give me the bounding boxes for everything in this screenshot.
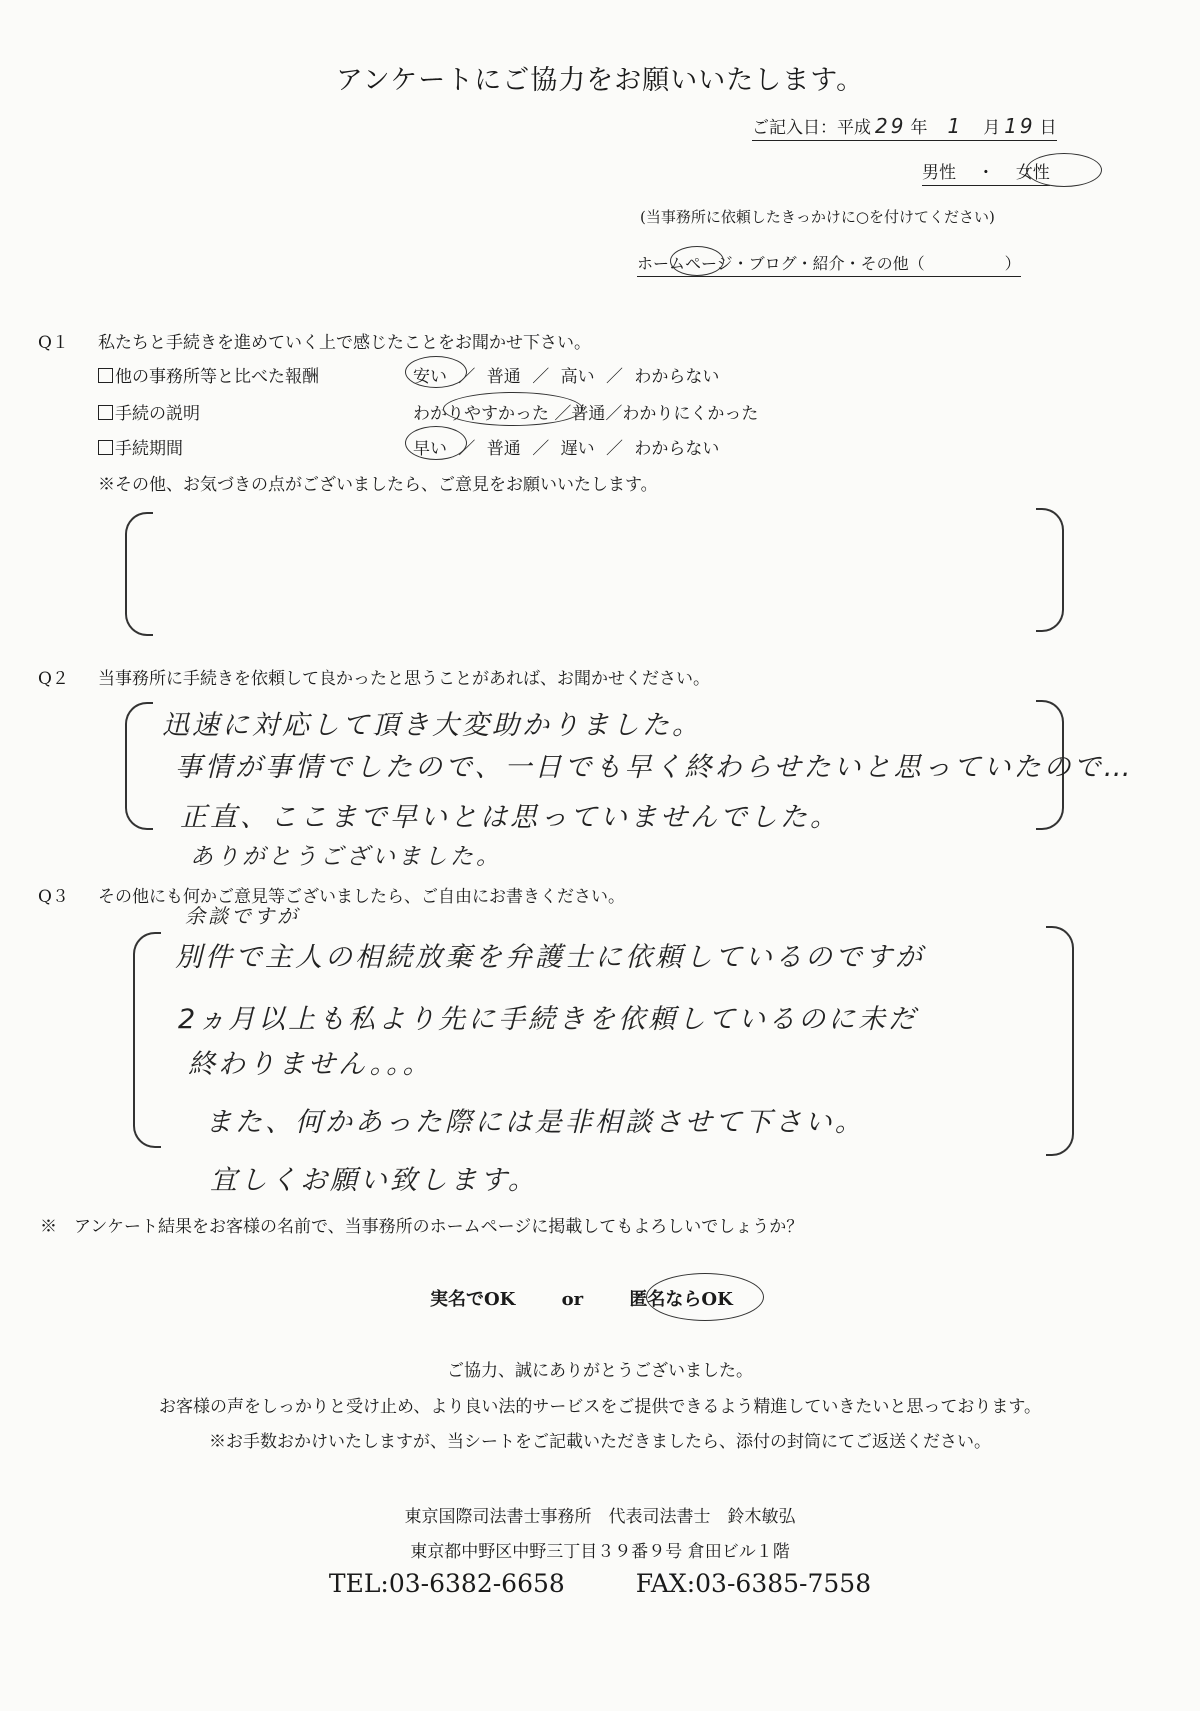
- closing-message: お客様の声をしっかりと受け止め、より良い法的サービスをご提供できるよう精進していきたいと思っております。: [159, 1397, 1041, 1417]
- office-contact: [0, 1569, 1200, 1598]
- office-name: 東京国際司法書士事務所 代表司法書士 鈴木敏弘: [404, 1507, 796, 1527]
- year-value: 29: [875, 114, 907, 138]
- q3-answer-line-5: また、何かあった際には是非相談させて下さい。: [205, 1107, 865, 1138]
- anonymous-circle: [646, 1273, 764, 1321]
- q1-row-fee-options: 安い ／ 普通 ／ 高い ／ わからない: [413, 367, 720, 387]
- q1-other-note: ※その他、お気づきの点がございましたら、ご意見をお願いいたします。: [98, 475, 658, 495]
- gender-female-circle: [1026, 153, 1102, 187]
- q3-answer-line-3: 2ヵ月以上も私より先に手続きを依頼しているのに未だ: [178, 1004, 919, 1035]
- option-real-name[interactable]: 実名でOK: [430, 1289, 516, 1310]
- gender-separator: ・: [977, 163, 995, 183]
- q3-question: その他にも何かご意見等ございましたら、ご自由にお書きください。: [98, 887, 625, 907]
- q1-question: 私たちと手続きを進めていく上で感じたことをお聞かせ下さい。: [98, 333, 591, 353]
- q1-row-explain-item: 手続の説明: [115, 404, 200, 424]
- q1-bracket-right: [1036, 508, 1064, 632]
- period-fast-circle: [405, 426, 467, 460]
- office-tel: TEL:03-6382-6658: [328, 1569, 565, 1598]
- q2-answer-line-2: 事情が事情でしたので、一日でも早く終わらせたいと思っていたので…: [175, 752, 1134, 783]
- homepage-circle: [670, 246, 724, 276]
- survey-title: アンケートにご協力をお願いいたします。: [335, 65, 865, 96]
- publish-question: ※ アンケート結果をお客様の名前で、当事務所のホームページに掲載してもよろしいでしょうか？: [40, 1217, 804, 1237]
- option-or: or: [561, 1289, 584, 1310]
- q3-bracket-right: [1046, 926, 1074, 1156]
- option-anonymous[interactable]: 匿名ならOK: [629, 1289, 733, 1310]
- q3-label: Q３: [38, 887, 69, 907]
- closing-thanks: ご協力、誠にありがとうございました。: [447, 1361, 753, 1381]
- closing-return-note: ※お手数おかけいたしますが、当シートをご記載いただきましたら、添付の封筒にてご返送ください。: [209, 1432, 991, 1452]
- q1-row-explain: [98, 399, 200, 424]
- q1-row-fee: [98, 362, 319, 387]
- q2-bracket-left: [125, 702, 153, 830]
- q1-row-explain-options: わかりやすかった ／普通／わかりにくかった: [413, 404, 759, 424]
- gender-female: 女性: [1015, 163, 1050, 183]
- q2-answer-line-3: 正直、ここまで早いとは思っていませんでした。: [180, 802, 840, 833]
- q3-answer-line-2: 別件で主人の相続放棄を弁護士に依頼しているのですが: [175, 942, 925, 973]
- q3-answer-line-1: 余談ですが: [185, 904, 300, 928]
- q3-bracket-left: [133, 932, 161, 1148]
- date-line: [752, 113, 1057, 141]
- q1-row-period-item: 手続期間: [115, 439, 183, 459]
- office-address: 東京都中野区中野三丁目３９番９号 倉田ビル１階: [410, 1542, 790, 1562]
- explain-easy-circle: [443, 392, 583, 426]
- checkbox-period[interactable]: [98, 440, 113, 455]
- q1-row-fee-item: 他の事務所等と比べた報酬: [115, 367, 319, 387]
- q1-label: Q１: [38, 333, 69, 353]
- q1-row-period: [98, 434, 183, 459]
- q2-answer-line-1: 迅速に対応して頂き大変助かりました。: [162, 710, 702, 741]
- office-fax: FAX:03-6385-7558: [635, 1569, 872, 1598]
- date-label: ご記入日：平成: [752, 118, 871, 138]
- day-value: 19: [1004, 114, 1036, 138]
- month-value: 1: [947, 114, 964, 138]
- year-unit: 年: [910, 118, 928, 138]
- q2-question: 当事務所に手続きを依頼して良かったと思うことがあれば、お聞かせください。: [98, 669, 710, 689]
- fee-cheap-circle: [405, 356, 467, 388]
- day-unit: 日: [1039, 118, 1057, 138]
- gender-male: 男性: [922, 163, 956, 183]
- month-unit: 月: [983, 118, 1001, 138]
- checkbox-explain[interactable]: [98, 405, 113, 420]
- q3-answer-line-4: 終わりません。。。: [188, 1049, 433, 1080]
- trigger-options: ホームページ・ブログ・紹介・その他（ ）: [637, 251, 1021, 277]
- q1-row-period-options: 早い ／ 普通 ／ 遅い ／ わからない: [413, 439, 720, 459]
- checkbox-fee[interactable]: [98, 368, 113, 383]
- q2-label: Q２: [38, 669, 69, 689]
- q1-bracket-left: [125, 512, 153, 636]
- trigger-note: (当事務所に依頼したきっかけに○を付けてください): [640, 208, 995, 226]
- q2-answer-line-4: ありがとうございました。: [190, 844, 502, 870]
- q3-answer-line-6: 宜しくお願い致します。: [210, 1165, 538, 1196]
